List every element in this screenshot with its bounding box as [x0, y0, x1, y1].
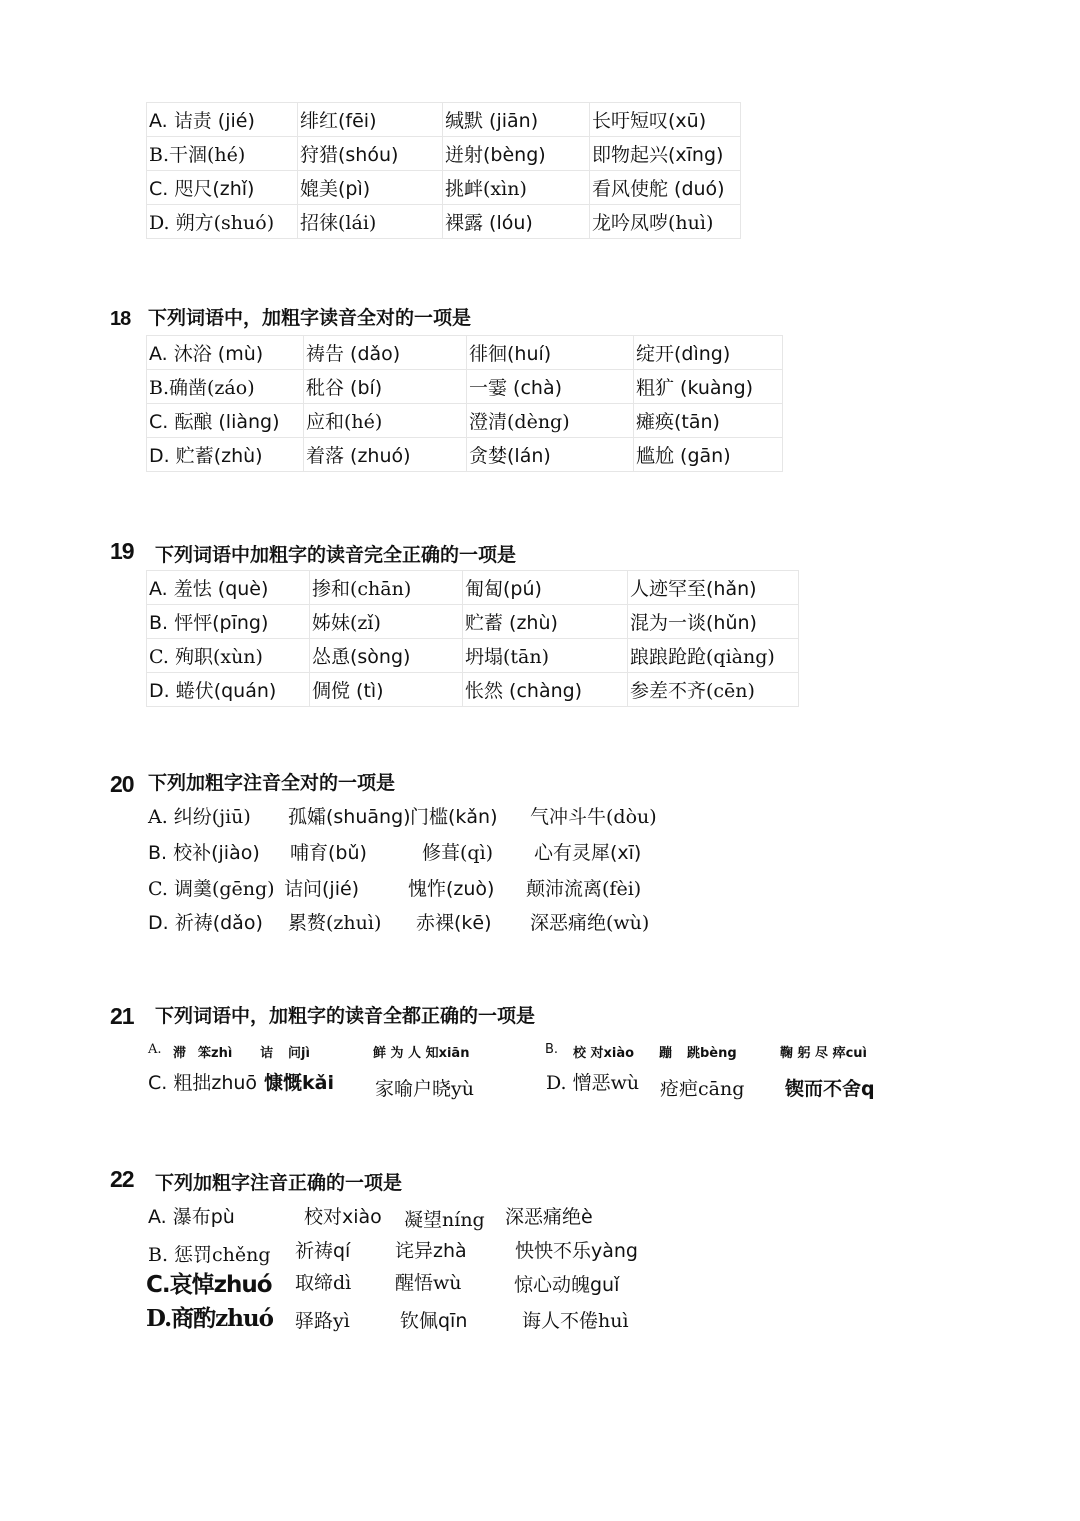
q20-number: 20: [110, 771, 134, 797]
q20-option-row-d: [148, 908, 748, 934]
q22-option-row-c: [146, 1266, 746, 1298]
q19-a-2: 掺和(chān): [310, 571, 463, 605]
q17-a-3: 缄默 (jiān): [443, 103, 590, 137]
q21-a-2: 笨zhì: [198, 1046, 233, 1061]
q19-d-4: 参差不齐(cēn): [628, 673, 799, 707]
q21-option-row-cd: [148, 1068, 888, 1098]
q19-c-4: 踉踉跄跄(qiàng): [628, 639, 799, 673]
q22-c-3: 醒悟wù: [395, 1272, 462, 1294]
q19-option-row: [147, 571, 799, 605]
q17-b-2: 狩猎(shóu): [298, 137, 443, 171]
q19-c-2: 怂恿(sòng): [310, 639, 463, 673]
q17-c-1: C. 咫尺(zhǐ): [147, 171, 298, 205]
q18-option-row: [147, 370, 783, 404]
q17-option-row: [147, 137, 741, 171]
q18-c-4: 瘫痪(tān): [634, 404, 783, 438]
q17-c-2: 媲美(pì): [298, 171, 443, 205]
q17-b-1: B.干涸(hé): [147, 137, 298, 171]
q20-c-4: 颠沛流离(fèi): [526, 878, 642, 900]
q17-d-2: 招徕(lái): [298, 205, 443, 239]
q20-b-1: B. 校补(jiào): [148, 842, 260, 864]
q19-question-text: 下列词语中加粗字的读音完全正确的一项是: [155, 544, 517, 566]
q18-a-2: 祷告 (dǎo): [304, 336, 467, 370]
q21-c-2: 慷慨kǎi: [264, 1072, 334, 1094]
q21-question-text: 下列词语中，加粗字的读音全都正确的一项是: [155, 1005, 536, 1027]
q22-b-1: B. 惩罚chěng: [148, 1244, 271, 1266]
q17-option-row: [147, 103, 741, 137]
q20-a-3: 门槛(kǎn): [410, 806, 498, 828]
q20-a-2: 孤孀(shuāng): [288, 806, 411, 828]
q21-a-1: 滞: [173, 1046, 187, 1061]
q18-b-1: B.确凿(záo): [147, 370, 304, 404]
q17-a-2: 绯红(fēi): [298, 103, 443, 137]
q21-d-3: 锲而不舍q: [785, 1078, 875, 1100]
q18-c-3: 澄清(dèng): [467, 404, 634, 438]
q21-c-1: C. 粗拙zhuō: [148, 1072, 258, 1094]
q18-d-2: 着落 (zhuó): [304, 438, 467, 472]
q18-option-row: [147, 404, 783, 438]
q21-b-4: 鞠 躬 尽 瘁cuì: [780, 1046, 867, 1061]
q19-d-1: D. 蜷伏(quán): [147, 673, 310, 707]
q20-c-3: 愧怍(zuò): [408, 878, 495, 900]
q19-c-1: C. 殉职(xùn): [147, 639, 310, 673]
q20-b-3: 修葺(qì): [422, 842, 494, 864]
q18-number: 18: [110, 308, 131, 330]
q17-c-4: 看风使舵 (duó): [590, 171, 741, 205]
q17-d-1: D. 朔方(shuó): [147, 205, 298, 239]
q20-b-4: 心有灵犀(xī): [534, 842, 642, 864]
q19-b-3: 贮蓄 (zhù): [463, 605, 628, 639]
q19-d-2: 倜傥 (tì): [310, 673, 463, 707]
q22-c-1: C.哀悼zhuó: [146, 1272, 272, 1298]
q19-b-4: 混为一谈(hǔn): [628, 605, 799, 639]
q18-b-4: 粗犷 (kuàng): [634, 370, 783, 404]
q18-d-3: 贪婪(lán): [467, 438, 634, 472]
q21-a-4: 问jì: [288, 1046, 310, 1061]
q17-d-3: 裸露 (lóu): [443, 205, 590, 239]
q19-d-3: 怅然 (chàng): [463, 673, 628, 707]
q21-b-1: 校 对xiào: [573, 1046, 635, 1061]
q22-question-text: 下列加粗字注音正确的一项是: [155, 1172, 403, 1194]
q18-d-4: 尴尬 (gān): [634, 438, 783, 472]
q22-option-row-b: [148, 1236, 748, 1264]
q17-d-4: 龙吟凤哕(huì): [590, 205, 741, 239]
q21-d-2: 疮疤cāng: [660, 1078, 745, 1100]
q19-a-4: 人迹罕至(hǎn): [628, 571, 799, 605]
q22-b-3: 诧异zhà: [395, 1240, 467, 1262]
q22-d-3: 钦佩qīn: [400, 1310, 468, 1332]
q22-c-4: 惊心动魄guǐ: [514, 1274, 620, 1296]
q18-options-table: [146, 335, 783, 472]
q20-a-4: 气冲斗牛(dòu): [530, 806, 657, 828]
q19-c-3: 坍塌(tān): [463, 639, 628, 673]
q22-a-2: 校对xiào: [304, 1206, 382, 1228]
q22-a-1: A. 瀑布pù: [148, 1206, 235, 1228]
q22-d-2: 驿路yì: [295, 1310, 350, 1332]
q21-b-3: 跳bèng: [687, 1046, 737, 1061]
q17-option-row: [147, 205, 741, 239]
q17-option-row: [147, 171, 741, 205]
q19-options-table: [146, 570, 799, 707]
q18-a-4: 绽开(dìng): [634, 336, 783, 370]
q20-d-3: 赤裸(kē): [416, 912, 492, 934]
q20-a-1: A. 纠纷(jiū): [148, 806, 251, 828]
q21-c-3: 家喻户晓yù: [375, 1078, 474, 1100]
q18-a-3: 徘徊(huí): [467, 336, 634, 370]
q18-option-row: [147, 336, 783, 370]
q19-option-row: [147, 605, 799, 639]
q21-option-row-ab: [148, 1042, 888, 1062]
q18-option-row: [147, 438, 783, 472]
q17-a-4: 长吁短叹(xū): [590, 103, 741, 137]
q20-option-row-a: [148, 802, 748, 828]
q18-b-2: 秕谷 (bí): [304, 370, 467, 404]
q22-b-2: 祈祷qí: [295, 1240, 351, 1262]
q22-d-1: D.商酌zhuó: [146, 1305, 273, 1332]
q20-c-2: 诘问(jié): [284, 878, 360, 900]
q20-option-row-c: [148, 874, 748, 900]
q17-b-3: 迸射(bèng): [443, 137, 590, 171]
q20-b-2: 哺育(bǔ): [290, 842, 367, 864]
q22-c-2: 取缔dì: [295, 1272, 352, 1294]
q20-d-4: 深恶痛绝(wù): [530, 912, 650, 934]
q22-a-3: 凝望níng: [404, 1209, 485, 1231]
q17-options-table: [146, 102, 741, 239]
q19-a-3: 匍匐(pú): [463, 571, 628, 605]
q19-option-row: [147, 639, 799, 673]
q22-b-4: 怏怏不乐yàng: [515, 1240, 638, 1262]
q21-a-5: 鲜 为 人 知xiān: [373, 1046, 470, 1061]
q20-c-1: C. 调羹(gēng): [148, 878, 275, 900]
q18-d-1: D. 贮蓄(zhù): [147, 438, 304, 472]
q20-question-text: 下列加粗字注音全对的一项是: [148, 772, 396, 794]
q21-b-2: 蹦: [659, 1046, 673, 1061]
q17-a-1: A. 诘责 (jié): [147, 103, 298, 137]
q19-option-row: [147, 673, 799, 707]
q18-question-text: 下列词语中，加粗字读音全对的一项是: [148, 307, 472, 329]
q22-option-row-a: [148, 1202, 748, 1230]
q22-number: 22: [110, 1166, 134, 1192]
q21-d-1: D. 憎恶wù: [546, 1072, 640, 1094]
q20-d-2: 累赘(zhuì): [288, 912, 382, 934]
q20-d-1: D. 祈祷(dǎo): [148, 912, 263, 934]
q21-b-label: B.: [545, 1042, 559, 1057]
q21-a-3: 诘: [260, 1046, 274, 1061]
q18-c-2: 应和(hé): [304, 404, 467, 438]
q17-b-4: 即物起兴(xīng): [590, 137, 741, 171]
q17-c-3: 挑衅(xìn): [443, 171, 590, 205]
q19-b-2: 姊妹(zǐ): [310, 605, 463, 639]
q21-number: 21: [110, 1003, 134, 1029]
q22-a-4: 深恶痛绝è: [505, 1206, 593, 1228]
q18-a-1: A. 沐浴 (mù): [147, 336, 304, 370]
q18-b-3: 一霎 (chà): [467, 370, 634, 404]
q22-option-row-d: [146, 1300, 746, 1334]
q21-a-label: A.: [148, 1042, 162, 1057]
q19-b-1: B. 怦怦(pīng): [147, 605, 310, 639]
q18-c-1: C. 酝酿 (liàng): [147, 404, 304, 438]
q19-number: 19: [110, 538, 134, 564]
q22-d-4: 诲人不倦huì: [522, 1310, 629, 1332]
q19-a-1: A. 羞怯 (què): [147, 571, 310, 605]
q20-option-row-b: [148, 838, 748, 864]
